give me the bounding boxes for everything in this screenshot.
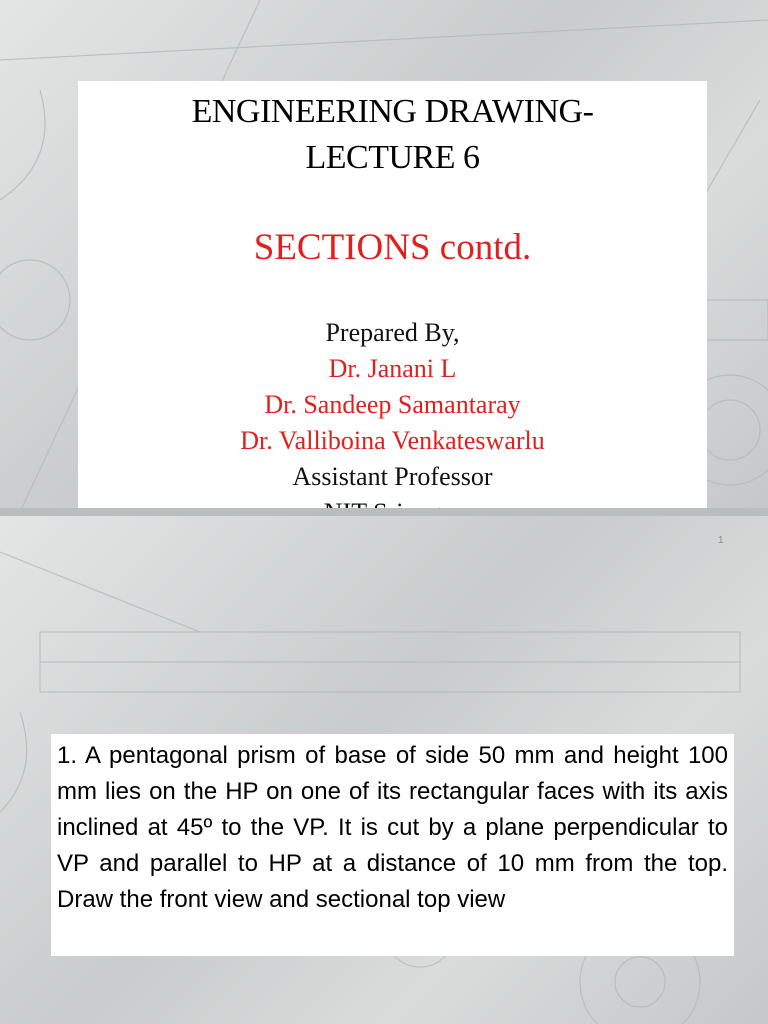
page-number: 1 xyxy=(718,535,724,546)
question-text: 1. A pentagonal prism of base of side 50 mm and height 100 mm lies on the HP on one of its rectangular faces with its axis inclined at 45º to the VP. It is cut by a plane perpendicular to VP and parallel to HP at a distance of 10 mm from the top. Draw the front view and sectional top view xyxy=(57,742,728,913)
author-3: Dr. Valliboina Venkateswarlu xyxy=(240,426,545,455)
title-box xyxy=(78,81,707,550)
title-line-2: LECTURE 6 xyxy=(305,139,480,176)
subtitle: SECTIONS contd. xyxy=(253,227,532,268)
title-line-1: ENGINEERING DRAWING- xyxy=(191,93,594,130)
credits xyxy=(78,315,707,531)
designation: Assistant Professor xyxy=(292,462,493,491)
author-2: Dr. Sandeep Samantaray xyxy=(264,390,521,419)
question-box xyxy=(51,734,734,956)
author-1: Dr. Janani L xyxy=(328,354,457,383)
prepared-by: Prepared By, xyxy=(325,318,460,347)
slide-divider xyxy=(0,508,768,516)
